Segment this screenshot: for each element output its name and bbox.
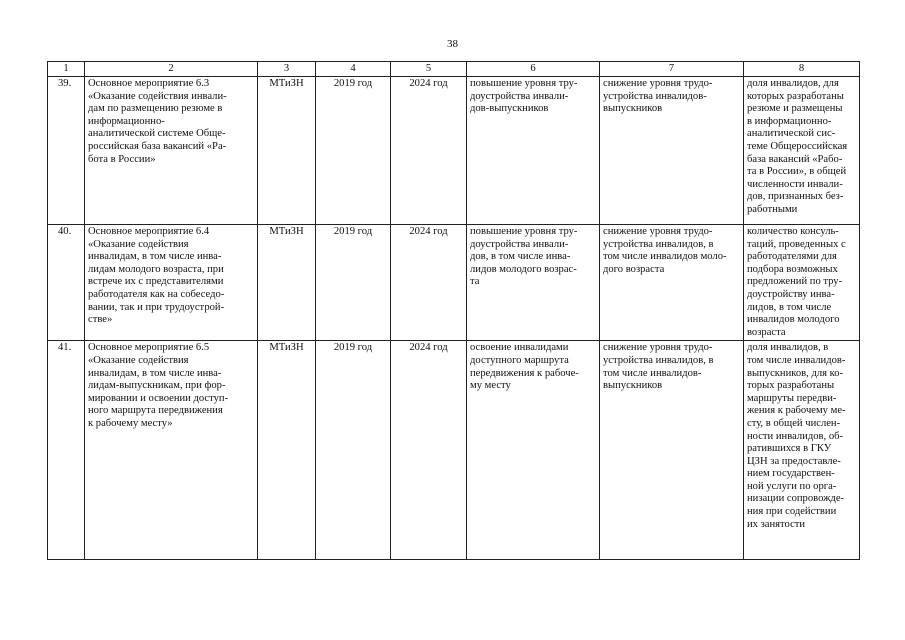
row-number: 41. bbox=[48, 341, 85, 560]
result-cell: повышение уровня тру- доустройства инвали- дов, в том числе инва- лидов молодого возрас- та bbox=[467, 225, 600, 341]
header-cell: 1 bbox=[48, 62, 85, 77]
result-cell: освоение инвалидами доступного маршрута передвижения к рабоче- му месту bbox=[467, 341, 600, 560]
event-cell: Основное мероприятие 6.3 «Оказание содействия инвали- дам по размещению резюме в информационно- аналитической системе Обще- российская база вакансий «Ра- бота в России» bbox=[85, 77, 258, 225]
header-cell: 5 bbox=[391, 62, 467, 77]
executor-cell: МТиЗН bbox=[258, 225, 316, 341]
header-cell: 3 bbox=[258, 62, 316, 77]
start-year-cell: 2019 год bbox=[316, 77, 391, 225]
indicator-cell: доля инвалидов, для которых разработаны резюме и размещены в информационно- аналитической сис- теме Общероссийская база вакансий «Рабо- та в России», в общей численности инвали- дов, признанных без- работными bbox=[744, 77, 860, 225]
table-row bbox=[48, 77, 860, 225]
header-cell: 7 bbox=[600, 62, 744, 77]
end-year-cell: 2024 год bbox=[391, 341, 467, 560]
end-year-cell: 2024 год bbox=[391, 225, 467, 341]
row-number: 39. bbox=[48, 77, 85, 225]
start-year-cell: 2019 год bbox=[316, 341, 391, 560]
row-number: 40. bbox=[48, 225, 85, 341]
consequence-cell: снижение уровня трудо- устройства инвалидов- выпускников bbox=[600, 77, 744, 225]
table-row bbox=[48, 341, 860, 560]
end-year-cell: 2024 год bbox=[391, 77, 467, 225]
header-row bbox=[48, 62, 860, 77]
executor-cell: МТиЗН bbox=[258, 77, 316, 225]
header-cell: 2 bbox=[85, 62, 258, 77]
event-cell: Основное мероприятие 6.4 «Оказание содействия инвалидам, в том числе инва- лидам молодого возраста, при встрече их с представителями работодателя как на собеседо- вании, так и при трудоустрой- стве» bbox=[85, 225, 258, 341]
events-table bbox=[47, 61, 860, 560]
executor-cell: МТиЗН bbox=[258, 341, 316, 560]
consequence-cell: снижение уровня трудо- устройства инвалидов, в том числе инвалидов моло- дого возраста bbox=[600, 225, 744, 341]
page-number: 38 bbox=[447, 38, 458, 50]
indicator-cell: доля инвалидов, в том числе инвалидов- выпускников, для ко- торых разработаны маршруты передви- жения к рабочему ме- сту, в общей числен- ности инвалидов, об- ратившихся в ГКУ ЦЗН за предоставле- нием государствен- ной услуги по орга- низации сопровожде- ния при содействии их занятости bbox=[744, 341, 860, 560]
start-year-cell: 2019 год bbox=[316, 225, 391, 341]
header-cell: 6 bbox=[467, 62, 600, 77]
header-cell: 8 bbox=[744, 62, 860, 77]
event-cell: Основное мероприятие 6.5 «Оказание содействия инвалидам, в том числе инва- лидам-выпускникам, при фор- мировании и освоении доступ- ного маршрута передвижения к рабочему месту» bbox=[85, 341, 258, 560]
result-cell: повышение уровня тру- доустройства инвали- дов-выпускников bbox=[467, 77, 600, 225]
consequence-cell: снижение уровня трудо- устройства инвалидов, в том числе инвалидов- выпускников bbox=[600, 341, 744, 560]
indicator-cell: количество консуль- таций, проведенных с работодателями для подбора возможных предложений по тру- доустройству инва- лидов, в том числе инвалидов молодого возраста bbox=[744, 225, 860, 341]
header-cell: 4 bbox=[316, 62, 391, 77]
table-row bbox=[48, 225, 860, 341]
